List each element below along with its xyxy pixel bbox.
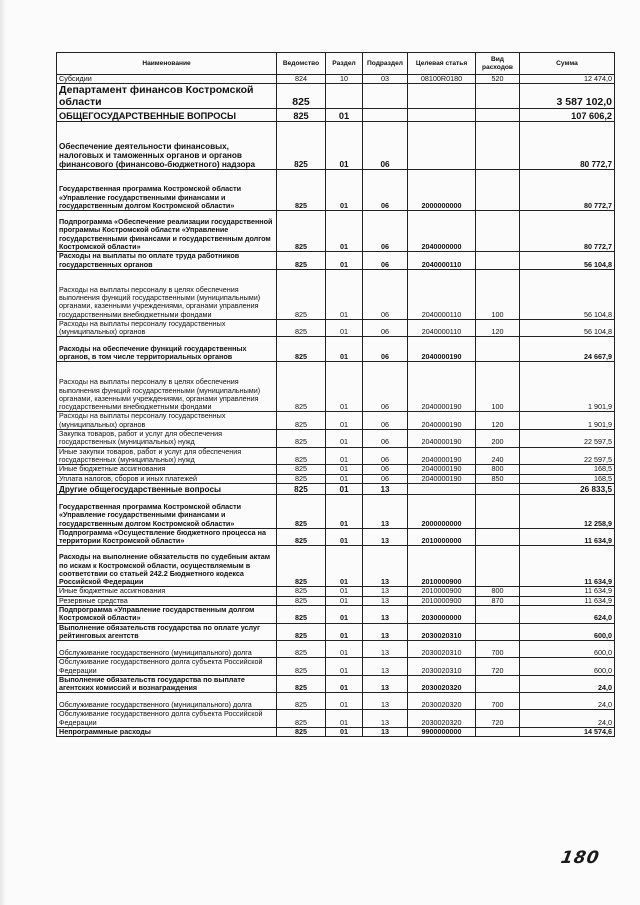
row-dept-cell: 825: [277, 211, 326, 252]
row-name-cell: Подпрограмма «Управление государственным долгом Костромской области»: [57, 606, 277, 624]
table-row: [57, 337, 615, 362]
row-dept-cell: 825: [277, 623, 326, 641]
row-type-cell: 800: [476, 587, 520, 596]
row-type-cell: 850: [476, 474, 520, 483]
row-dept-cell: 825: [277, 494, 326, 528]
row-sum-cell: 3 587 102,0: [520, 84, 615, 109]
row-section-cell: 01: [326, 430, 363, 448]
row-name-cell: Обслуживание государственного долга субъекта Российской Федерации: [57, 658, 277, 676]
row-subsection-cell: 13: [363, 483, 408, 494]
table-row: [57, 596, 615, 605]
row-type-cell: [476, 494, 520, 528]
row-subsection-cell: 06: [363, 362, 408, 412]
row-subsection-cell: 06: [363, 319, 408, 337]
row-sum-cell: 107 606,2: [520, 109, 615, 122]
row-section-cell: 10: [326, 75, 363, 84]
row-subsection-cell: 06: [363, 447, 408, 465]
row-type-cell: [476, 483, 520, 494]
row-section-cell: 01: [326, 465, 363, 474]
row-sum-cell: 12 474,0: [520, 75, 615, 84]
row-sum-cell: 600,0: [520, 623, 615, 641]
row-subsection-cell: 06: [363, 337, 408, 362]
row-target-cell: 2040000110: [408, 269, 476, 319]
row-target-cell: 2030020320: [408, 675, 476, 693]
row-subsection-cell: 06: [363, 269, 408, 319]
row-target-cell: 2040000110: [408, 252, 476, 270]
row-target-cell: 2040000190: [408, 412, 476, 430]
row-dept-cell: 825: [277, 337, 326, 362]
row-target-cell: [408, 109, 476, 122]
row-sum-cell: 56 104,8: [520, 252, 615, 270]
row-target-cell: 2030020320: [408, 693, 476, 710]
header-expense-type: Вид расходов: [476, 53, 520, 75]
row-target-cell: 2010000000: [408, 528, 476, 546]
row-subsection-cell: 06: [363, 412, 408, 430]
row-section-cell: 01: [326, 412, 363, 430]
table-row: [57, 641, 615, 658]
row-target-cell: [408, 483, 476, 494]
row-dept-cell: 825: [277, 474, 326, 483]
row-dept-cell: 825: [277, 362, 326, 412]
row-section-cell: 01: [326, 319, 363, 337]
row-section-cell: 01: [326, 675, 363, 693]
row-type-cell: 120: [476, 319, 520, 337]
row-name-cell: Субсидии: [57, 75, 277, 84]
row-subsection-cell: 13: [363, 728, 408, 737]
row-target-cell: 2040000190: [408, 447, 476, 465]
row-section-cell: 01: [326, 122, 363, 170]
row-name-cell: Иные бюджетные ассигнования: [57, 587, 277, 596]
row-section-cell: 01: [326, 728, 363, 737]
row-name-cell: Расходы на выполнение обязательств по судебным актам по искам к Костромской области, осуществляемым в соответствии со статьей 242.2 Бюджетного кодекса Российской Федерации: [57, 546, 277, 587]
row-sum-cell: 22 597,5: [520, 447, 615, 465]
row-section-cell: 01: [326, 109, 363, 122]
table-row: [57, 447, 615, 465]
row-sum-cell: 11 634,9: [520, 546, 615, 587]
row-target-cell: 2030000000: [408, 606, 476, 624]
row-dept-cell: 825: [277, 587, 326, 596]
row-sum-cell: 56 104,8: [520, 319, 615, 337]
row-name-cell: Иные бюджетные ассигнования: [57, 465, 277, 474]
row-subsection-cell: 03: [363, 75, 408, 84]
row-section-cell: 01: [326, 211, 363, 252]
table-row: [57, 430, 615, 448]
row-subsection-cell: 06: [363, 122, 408, 170]
row-sum-cell: 624,0: [520, 606, 615, 624]
row-sum-cell: 80 772,7: [520, 211, 615, 252]
row-section-cell: 01: [326, 693, 363, 710]
table-row: [57, 269, 615, 319]
header-name: Наименование: [57, 53, 277, 75]
row-sum-cell: 24 667,9: [520, 337, 615, 362]
table-row: [57, 474, 615, 483]
row-dept-cell: 825: [277, 596, 326, 605]
row-target-cell: 2010000900: [408, 596, 476, 605]
header-dept: Ведомство: [277, 53, 326, 75]
table-row: [57, 465, 615, 474]
row-type-cell: 720: [476, 710, 520, 728]
table-row: [57, 587, 615, 596]
row-target-cell: 2040000190: [408, 337, 476, 362]
row-dept-cell: 825: [277, 658, 326, 676]
header-section: Раздел: [326, 53, 363, 75]
row-dept-cell: 825: [277, 710, 326, 728]
row-target-cell: 2040000190: [408, 430, 476, 448]
row-type-cell: [476, 109, 520, 122]
row-dept-cell: 825: [277, 84, 326, 109]
row-target-cell: 2040000110: [408, 319, 476, 337]
row-target-cell: [408, 122, 476, 170]
row-section-cell: 01: [326, 606, 363, 624]
row-name-cell: Обслуживание государственного (муниципального) долга: [57, 641, 277, 658]
row-dept-cell: 825: [277, 122, 326, 170]
row-dept-cell: 825: [277, 606, 326, 624]
table-row: [57, 623, 615, 641]
row-target-cell: 2000000000: [408, 170, 476, 211]
row-section-cell: 01: [326, 641, 363, 658]
row-type-cell: [476, 211, 520, 252]
row-subsection-cell: 06: [363, 465, 408, 474]
handwritten-page-number: 180: [559, 848, 602, 868]
row-section-cell: [326, 84, 363, 109]
row-subsection-cell: 13: [363, 587, 408, 596]
row-target-cell: 2010000900: [408, 546, 476, 587]
row-name-cell: Резервные средства: [57, 596, 277, 605]
row-name-cell: Непрограммные расходы: [57, 728, 277, 737]
row-type-cell: [476, 252, 520, 270]
row-sum-cell: 1 901,9: [520, 362, 615, 412]
row-sum-cell: 11 634,9: [520, 528, 615, 546]
row-type-cell: 100: [476, 362, 520, 412]
row-dept-cell: 825: [277, 675, 326, 693]
row-type-cell: [476, 337, 520, 362]
row-section-cell: 01: [326, 362, 363, 412]
row-dept-cell: 825: [277, 319, 326, 337]
row-dept-cell: 825: [277, 269, 326, 319]
row-type-cell: [476, 84, 520, 109]
row-name-cell: Подпрограмма «Обеспечение реализации государственной программы Костромской области «Управление государственными финансами и государственным долгом Костромской области»: [57, 211, 277, 252]
table-row: [57, 252, 615, 270]
table-row: [57, 546, 615, 587]
row-target-cell: 2040000190: [408, 362, 476, 412]
row-dept-cell: 825: [277, 412, 326, 430]
row-dept-cell: 825: [277, 693, 326, 710]
table-row: [57, 75, 615, 84]
row-dept-cell: 825: [277, 528, 326, 546]
header-sum: Сумма: [520, 53, 615, 75]
row-target-cell: 2030020310: [408, 623, 476, 641]
row-dept-cell: 824: [277, 75, 326, 84]
table-row: [57, 528, 615, 546]
row-name-cell: Уплата налогов, сборов и иных платежей: [57, 474, 277, 483]
table-header-row: [57, 53, 615, 75]
row-dept-cell: 825: [277, 170, 326, 211]
row-subsection-cell: 06: [363, 211, 408, 252]
row-sum-cell: 168,5: [520, 474, 615, 483]
row-section-cell: 01: [326, 447, 363, 465]
table-row: [57, 658, 615, 676]
row-subsection-cell: 06: [363, 430, 408, 448]
row-section-cell: 01: [326, 483, 363, 494]
row-target-cell: 2030020310: [408, 658, 476, 676]
header-subsection: Подраздел: [363, 53, 408, 75]
header-target-article: Целевая статья: [408, 53, 476, 75]
row-target-cell: 2040000190: [408, 465, 476, 474]
row-subsection-cell: 13: [363, 596, 408, 605]
row-subsection-cell: 06: [363, 474, 408, 483]
row-type-cell: 120: [476, 412, 520, 430]
row-name-cell: Подпрограмма «Осуществление бюджетного процесса на территории Костромской области»: [57, 528, 277, 546]
row-section-cell: 01: [326, 587, 363, 596]
row-dept-cell: 825: [277, 430, 326, 448]
row-type-cell: 200: [476, 430, 520, 448]
row-section-cell: 01: [326, 528, 363, 546]
row-sum-cell: 600,0: [520, 641, 615, 658]
row-target-cell: 2040000190: [408, 474, 476, 483]
row-dept-cell: 825: [277, 641, 326, 658]
row-subsection-cell: 13: [363, 528, 408, 546]
row-target-cell: [408, 84, 476, 109]
row-section-cell: 01: [326, 252, 363, 270]
row-type-cell: [476, 528, 520, 546]
table-row: [57, 170, 615, 211]
row-type-cell: 800: [476, 465, 520, 474]
row-subsection-cell: 13: [363, 546, 408, 587]
row-subsection-cell: 13: [363, 710, 408, 728]
row-subsection-cell: [363, 84, 408, 109]
row-subsection-cell: 13: [363, 623, 408, 641]
row-type-cell: 870: [476, 596, 520, 605]
row-name-cell: Расходы на выплаты по оплате труда работников государственных органов: [57, 252, 277, 270]
row-sum-cell: 56 104,8: [520, 269, 615, 319]
row-name-cell: Расходы на выплаты персоналу государственных (муниципальных) органов: [57, 319, 277, 337]
table-row: [57, 483, 615, 494]
row-name-cell: Обслуживание государственного долга субъекта Российской Федерации: [57, 710, 277, 728]
row-sum-cell: 168,5: [520, 465, 615, 474]
row-name-cell: Департамент финансов Костромской области: [57, 84, 277, 109]
row-name-cell: Обслуживание государственного (муниципального) долга: [57, 693, 277, 710]
row-type-cell: 520: [476, 75, 520, 84]
row-sum-cell: 11 634,9: [520, 587, 615, 596]
table-row: [57, 412, 615, 430]
row-sum-cell: 26 833,5: [520, 483, 615, 494]
row-section-cell: 01: [326, 269, 363, 319]
row-sum-cell: 600,0: [520, 658, 615, 676]
row-name-cell: Обеспечение деятельности финансовых, налоговых и таможенных органов и органов финансового (финансово-бюджетного) надзора: [57, 122, 277, 170]
row-target-cell: 2000000000: [408, 494, 476, 528]
row-type-cell: [476, 122, 520, 170]
row-section-cell: 01: [326, 494, 363, 528]
table-row: [57, 693, 615, 710]
table-row: [57, 122, 615, 170]
row-subsection-cell: 13: [363, 494, 408, 528]
table-row: [57, 109, 615, 122]
row-name-cell: Выполнение обязательств государства по оплате услуг рейтинговых агентств: [57, 623, 277, 641]
row-section-cell: 01: [326, 170, 363, 211]
row-name-cell: Расходы на обеспечение функций государственных органов, в том числе территориальных органов: [57, 337, 277, 362]
row-target-cell: 2030020320: [408, 710, 476, 728]
row-section-cell: 01: [326, 474, 363, 483]
row-name-cell: Другие общегосударственные вопросы: [57, 483, 277, 494]
row-name-cell: Закупка товаров, работ и услуг для обеспечения государственных (муниципальных) нужд: [57, 430, 277, 448]
row-type-cell: [476, 606, 520, 624]
row-subsection-cell: 13: [363, 675, 408, 693]
row-dept-cell: 825: [277, 447, 326, 465]
row-name-cell: Государственная программа Костромской области «Управление государственными финансами и государственным долгом Костромской области»: [57, 170, 277, 211]
budget-table: [56, 52, 615, 737]
row-section-cell: 01: [326, 546, 363, 587]
row-type-cell: 100: [476, 269, 520, 319]
row-type-cell: 720: [476, 658, 520, 676]
scan-edge-shadow: [0, 0, 6, 905]
row-dept-cell: 825: [277, 109, 326, 122]
row-type-cell: [476, 170, 520, 211]
row-target-cell: 2010000900: [408, 587, 476, 596]
row-type-cell: [476, 546, 520, 587]
table-row: [57, 362, 615, 412]
row-name-cell: Расходы на выплаты персоналу в целях обеспечения выполнения функций государственными (муниципальными) органами, казенными учреждениями, органами управления государственными внебюджетными фондами: [57, 269, 277, 319]
row-sum-cell: 24,0: [520, 693, 615, 710]
row-subsection-cell: 13: [363, 641, 408, 658]
row-name-cell: Расходы на выплаты персоналу государственных (муниципальных) органов: [57, 412, 277, 430]
table-row: [57, 675, 615, 693]
row-type-cell: 700: [476, 693, 520, 710]
row-sum-cell: 80 772,7: [520, 170, 615, 211]
row-sum-cell: 24,0: [520, 710, 615, 728]
row-target-cell: 2040000000: [408, 211, 476, 252]
row-sum-cell: 24,0: [520, 675, 615, 693]
row-type-cell: 240: [476, 447, 520, 465]
row-name-cell: Иные закупки товаров, работ и услуг для обеспечения государственных (муниципальных) нужд: [57, 447, 277, 465]
row-type-cell: 700: [476, 641, 520, 658]
row-sum-cell: 22 597,5: [520, 430, 615, 448]
table-row: [57, 728, 615, 737]
row-type-cell: [476, 728, 520, 737]
row-section-cell: 01: [326, 658, 363, 676]
table-row: [57, 710, 615, 728]
row-subsection-cell: [363, 109, 408, 122]
row-subsection-cell: 06: [363, 252, 408, 270]
row-target-cell: 08100R0180: [408, 75, 476, 84]
row-target-cell: 9900000000: [408, 728, 476, 737]
row-sum-cell: 11 634,9: [520, 596, 615, 605]
row-name-cell: Выполнение обязательств государства по выплате агентских комиссий и вознаграждения: [57, 675, 277, 693]
row-section-cell: 01: [326, 596, 363, 605]
row-subsection-cell: 06: [363, 170, 408, 211]
row-sum-cell: 14 574,6: [520, 728, 615, 737]
row-sum-cell: 12 258,9: [520, 494, 615, 528]
row-type-cell: [476, 675, 520, 693]
row-section-cell: 01: [326, 710, 363, 728]
row-sum-cell: 1 901,9: [520, 412, 615, 430]
row-sum-cell: 80 772,7: [520, 122, 615, 170]
row-dept-cell: 825: [277, 728, 326, 737]
row-subsection-cell: 13: [363, 606, 408, 624]
row-dept-cell: 825: [277, 252, 326, 270]
table-row: [57, 606, 615, 624]
row-dept-cell: 825: [277, 483, 326, 494]
row-section-cell: 01: [326, 623, 363, 641]
row-dept-cell: 825: [277, 465, 326, 474]
table-row: [57, 211, 615, 252]
row-name-cell: Расходы на выплаты персоналу в целях обеспечения выполнения функций государственными (муниципальными) органами, казенными учреждениями, органами управления государственными внебюджетными фондами: [57, 362, 277, 412]
row-name-cell: ОБЩЕГОСУДАРСТВЕННЫЕ ВОПРОСЫ: [57, 109, 277, 122]
row-subsection-cell: 13: [363, 693, 408, 710]
table-body: [57, 75, 615, 737]
row-dept-cell: 825: [277, 546, 326, 587]
row-target-cell: 2030020310: [408, 641, 476, 658]
table-row: [57, 84, 615, 109]
table-row: [57, 319, 615, 337]
row-subsection-cell: 13: [363, 658, 408, 676]
row-section-cell: 01: [326, 337, 363, 362]
row-name-cell: Государственная программа Костромской области «Управление государственными финансами и государственным долгом Костромской области»: [57, 494, 277, 528]
table-row: [57, 494, 615, 528]
row-type-cell: [476, 623, 520, 641]
